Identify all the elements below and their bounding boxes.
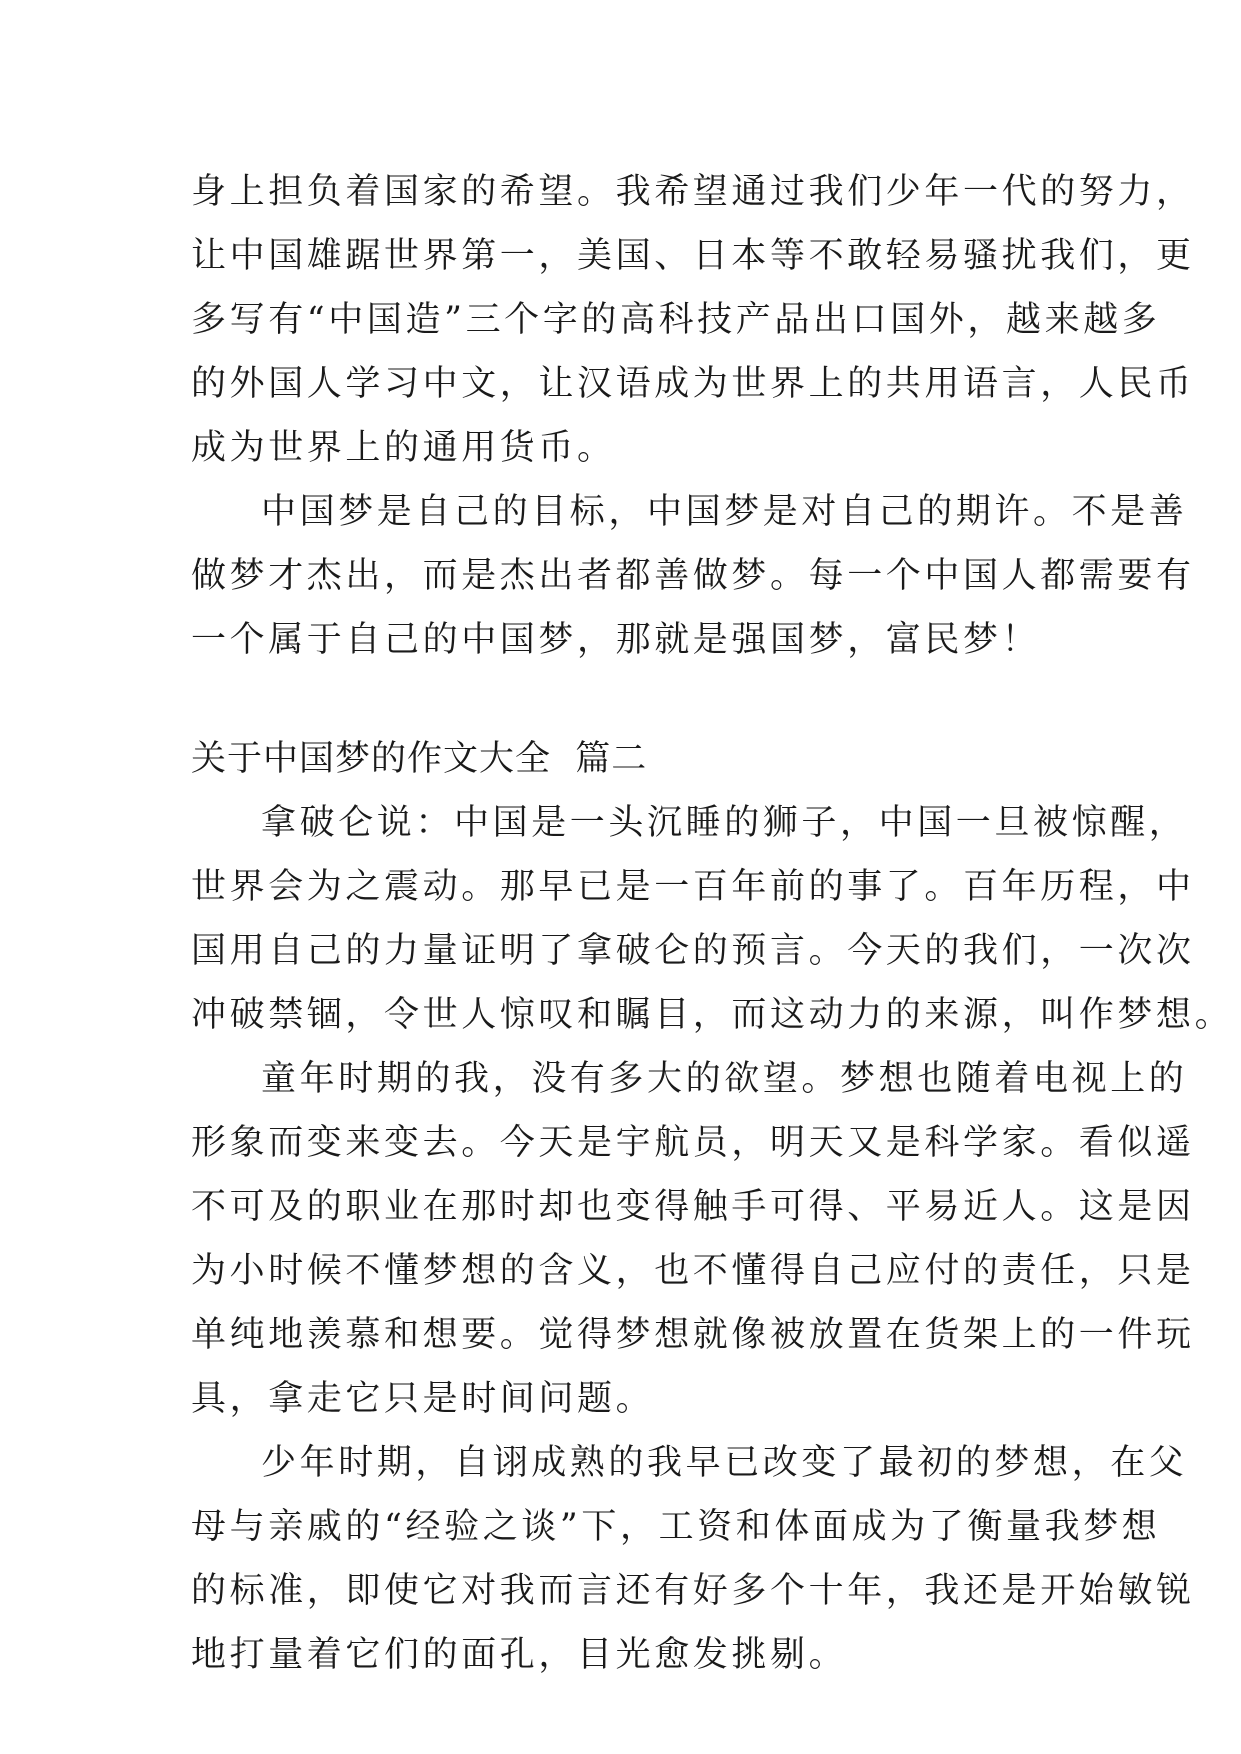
text-line: 地打量着它们的面孔，目光愈发挑剔。 — [191, 1635, 848, 1675]
paragraph-start-line: 中国梦是自己的目标，中国梦是对自己的期许。不是善 — [261, 492, 1188, 532]
text-line: 的标准，即使它对我而言还有好多个十年，我还是开始敏锐 — [191, 1571, 1195, 1611]
text-line: 成为世界上的通用货币。 — [191, 428, 616, 468]
text-line: 多写有“中国造”三个字的高科技产品出口国外，越来越多 — [191, 300, 1161, 340]
text-line: 做梦才杰出，而是杰出者都善做梦。每一个中国人都需要有 — [191, 556, 1195, 596]
text-line: 的外国人学习中文，让汉语成为世界上的共用语言，人民币 — [191, 364, 1195, 404]
text-line: 单纯地羡慕和想要。觉得梦想就像被放置在货架上的一件玩 — [191, 1315, 1195, 1355]
text-line: 让中国雄踞世界第一，美国、日本等不敢轻易骚扰我们，更 — [191, 236, 1195, 276]
paragraph-start-line: 拿破仑说：中国是一头沉睡的狮子，中国一旦被惊醒， — [261, 803, 1188, 843]
paragraph-start-line: 少年时期，自诩成熟的我早已改变了最初的梦想，在父 — [261, 1443, 1188, 1483]
text-line: 国用自己的力量证明了拿破仑的预言。今天的我们，一次次 — [191, 931, 1195, 971]
text-line: 世界会为之震动。那早已是一百年前的事了。百年历程，中 — [191, 867, 1195, 907]
text-line: 形象而变来变去。今天是宇航员，明天又是科学家。看似遥 — [191, 1123, 1195, 1163]
text-line: 身上担负着国家的希望。我希望通过我们少年一代的努力， — [191, 172, 1195, 212]
text-line: 冲破禁锢，令世人惊叹和瞩目，而这动力的来源，叫作梦想。 — [191, 995, 1234, 1035]
document-body — [191, 160, 1234, 1687]
text-line: 具，拿走它只是时间问题。 — [191, 1379, 655, 1419]
text-line: 母与亲戚的“经验之谈”下，工资和体面成为了衡量我梦想 — [191, 1507, 1161, 1547]
text-line: 不可及的职业在那时却也变得触手可得、平易近人。这是因 — [191, 1187, 1195, 1227]
paragraph-start-line: 童年时期的我，没有多大的欲望。梦想也随着电视上的 — [261, 1059, 1188, 1099]
section-gap — [191, 672, 1071, 727]
text-line: 一个属于自己的中国梦，那就是强国梦，富民梦！ — [191, 620, 1041, 660]
section-heading: 关于中国梦的作文大全 篇二 — [191, 739, 648, 779]
text-line: 为小时候不懂梦想的含义，也不懂得自己应付的责任，只是 — [191, 1251, 1195, 1291]
